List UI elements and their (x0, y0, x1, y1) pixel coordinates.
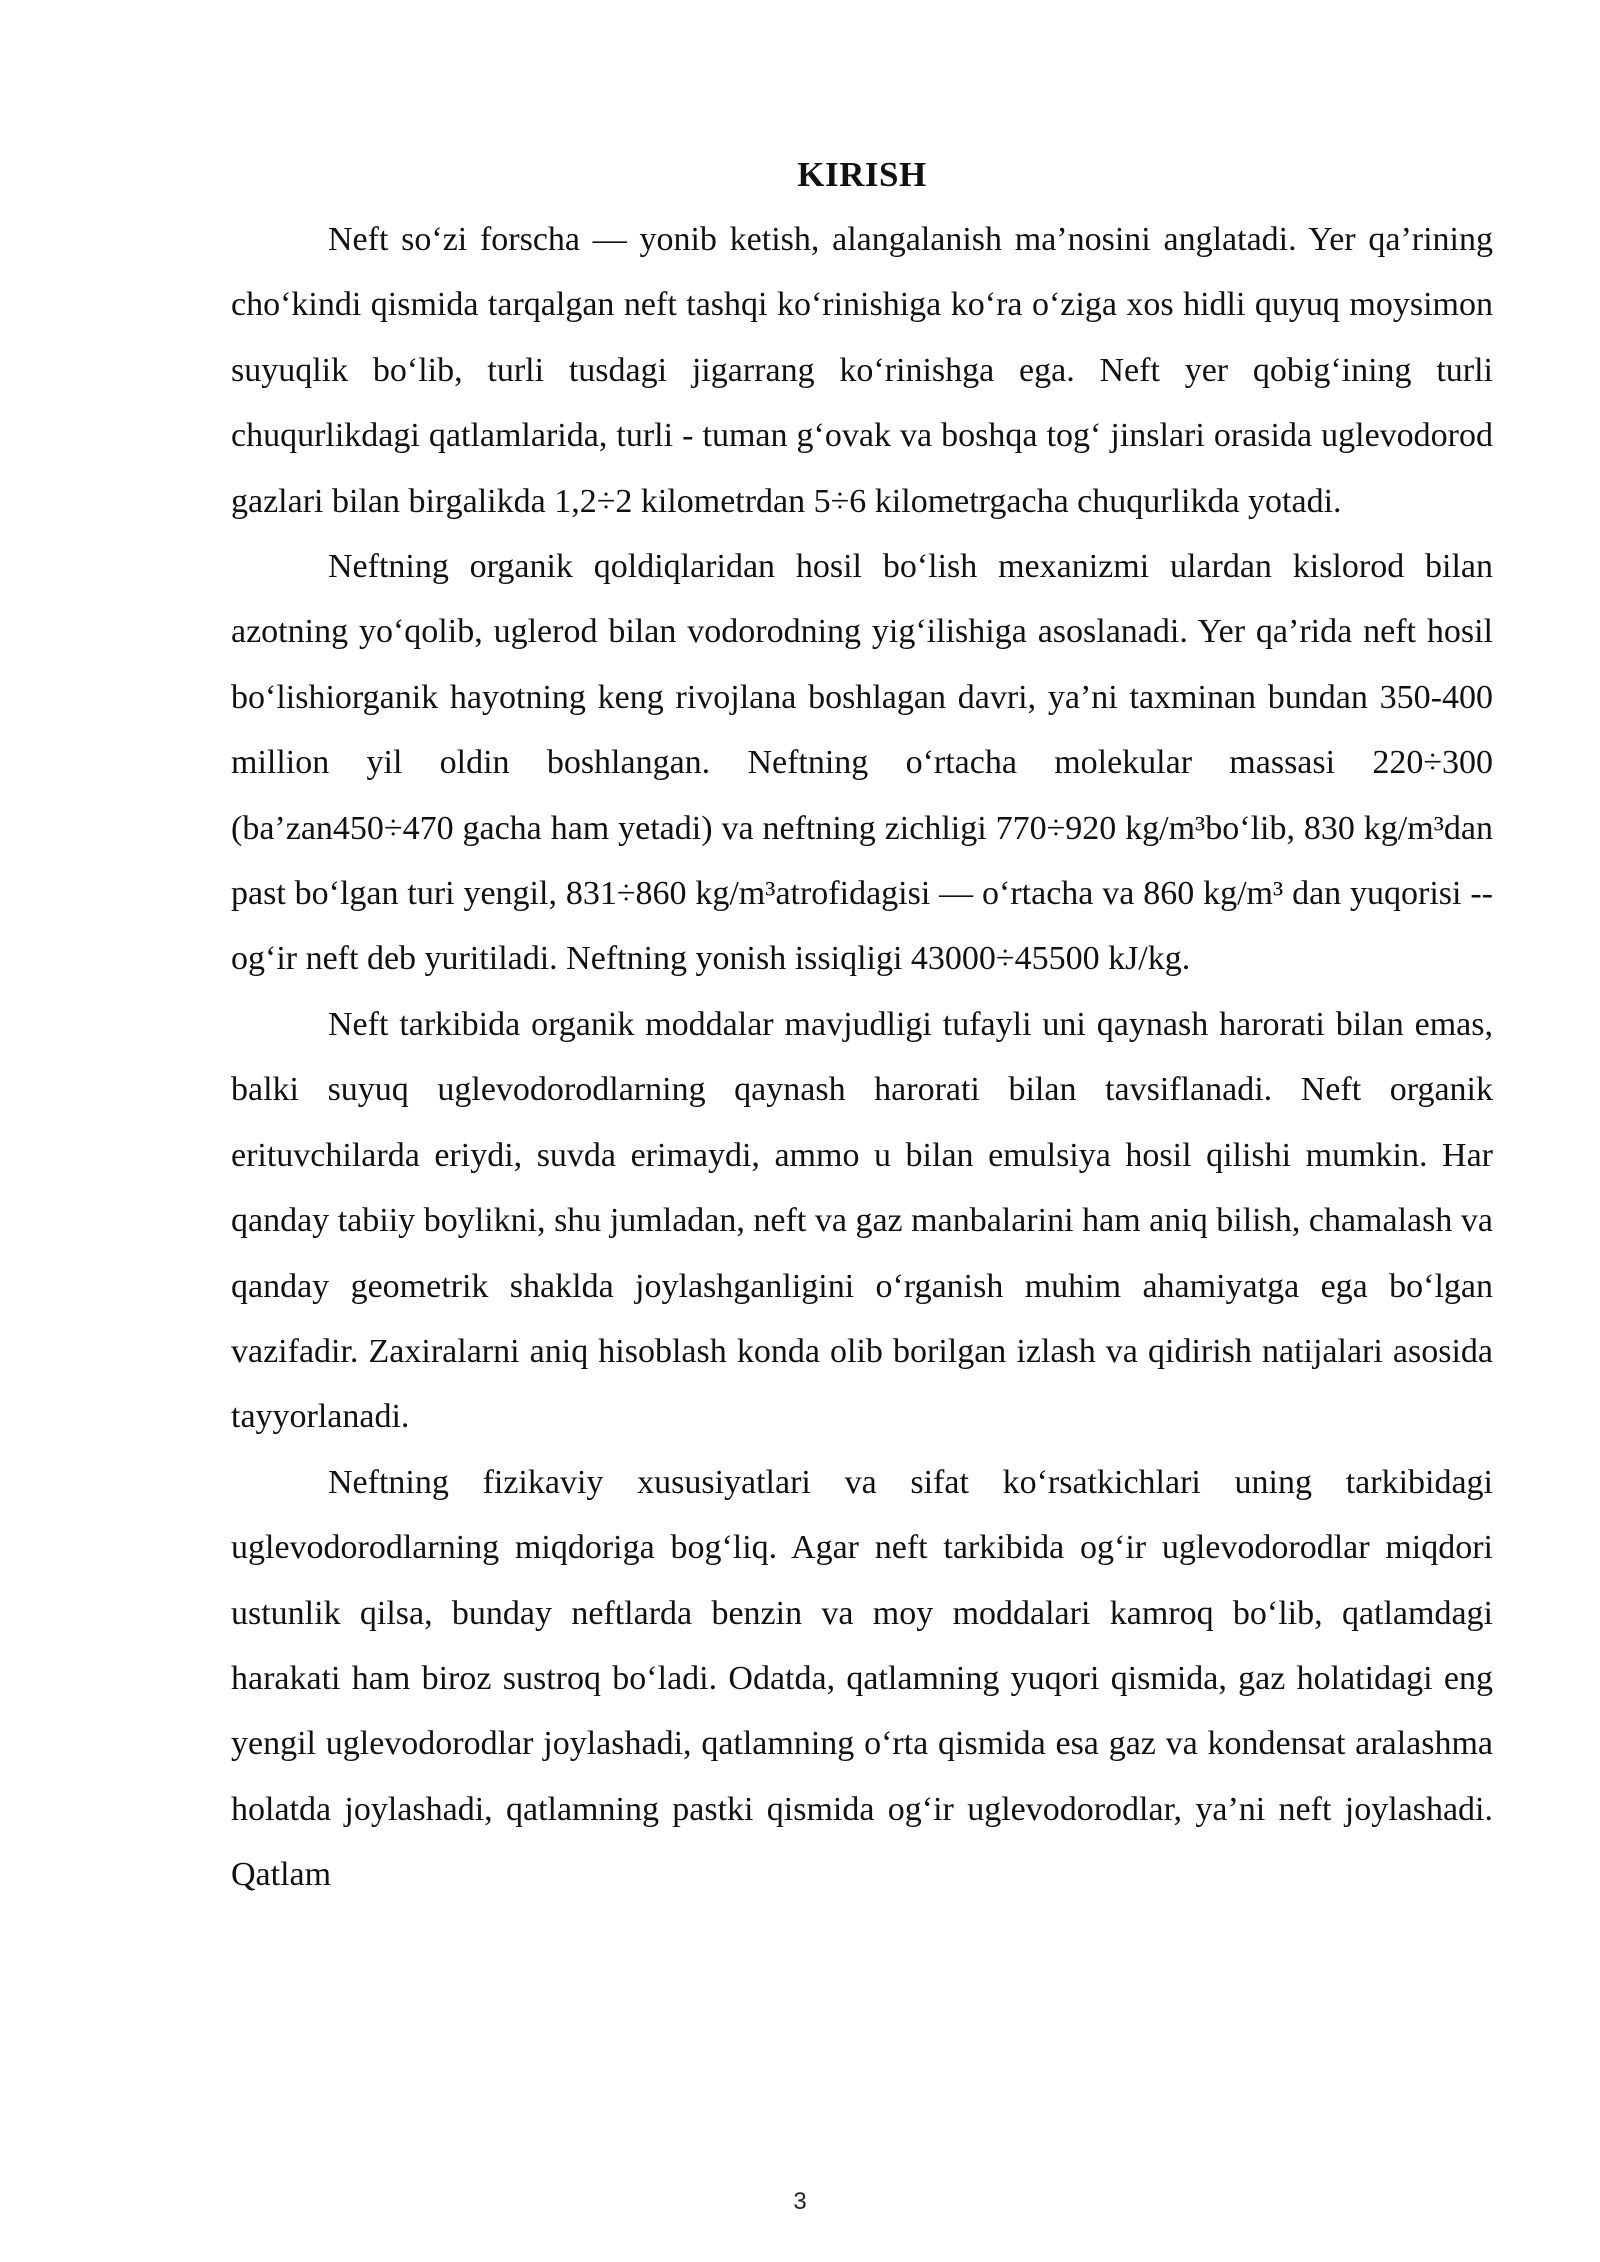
page-content (231, 150, 1493, 1908)
paragraph-1: Neft so‘zi forscha — yonib ketish, alangalanish ma’nosini anglatadi. Yer qa’rining cho‘kindi qismida tarqalgan neft tashqi ko‘rinishiga ko‘ra o‘ziga xos hidli quyuq moysimon suyuqlik bo‘lib, turli tusdagi jigarrang ko‘rinishga ega. Neft yer qobig‘ining turli chuqurlikdagi qatlamlarida, turli - tuman g‘ovak va boshqa tog‘ jinslari orasida uglevodorod gazlari bilan birgalikda 1,2÷2 kilometrdan 5÷6 kilometrgacha chuqurlikda yotadi. (231, 221, 1493, 520)
paragraph-2: Neftning organik qoldiqlaridan hosil bo‘lish mexanizmi ulardan kislorod bilan azotning yo‘qolib, uglerod bilan vodorodning yig‘ilishiga asoslanadi. Yer qa’rida neft hosil bo‘lishiorganik hayotning keng rivojlana boshlagan davri, ya’ni taxminan bundan 350-400 million yil oldin boshlangan. Neftning o‘rtacha molekular massasi 220÷300 (ba’zan450÷470 gacha ham yetadi) va neftning zichligi 770÷920 kg/m³bo‘lib, 830 kg/m³dan past bo‘lgan turi yengil, 831÷860 kg/m³atrofidagisi — o‘rtacha va 860 kg/m³ dan yuqorisi -- og‘ir neft deb yuritiladi. Neftning yonish issiqligi 43000÷45500 kJ/kg. (231, 548, 1493, 978)
paragraph-3: Neft tarkibida organik moddalar mavjudligi tufayli uni qaynash harorati bilan emas, balki suyuq uglevodorodlarning qaynash harorati bilan tavsiflanadi. Neft organik erituvchilarda eriydi, suvda erimaydi, ammo u bilan emulsiya hosil qilishi mumkin. Har qanday tabiiy boylikni, shu jumladan, neft va gaz manbalarini ham aniq bilish, chamalash va qanday geometrik shaklda joylashganligini o‘rganish muhim ahamiyatga ega bo‘lgan vazifadir. Zaxiralarni aniq hisoblash konda olib borilgan izlash va qidirish natijalari asosida tayyorlanadi. (231, 1005, 1493, 1436)
page-title: KIRISH (797, 155, 927, 194)
paragraph-4: Neftning fizikaviy xususiyatlari va sifat ko‘rsatkichlari uning tarkibidagi uglevodorodlarning miqdoriga bog‘liq. Agar neft tarkibida og‘ir uglevodorodlar miqdori ustunlik qilsa, bunday neftlarda benzin va moy moddalari kamroq bo‘lib, qatlamdagi harakati ham biroz sustroq bo‘ladi. Odatda, qatlamning yuqori qismida, gaz holatidagi eng yengil uglevodorodlar joylashadi, qatlamning o‘rta qismida esa gaz va kondensat aralashma holatda joylashadi, qatlamning pastki qismida og‘ir uglevodorodlar, ya’ni neft joylashadi. Qatlam (231, 1463, 1493, 1894)
page-number: 3 (793, 2188, 807, 2215)
